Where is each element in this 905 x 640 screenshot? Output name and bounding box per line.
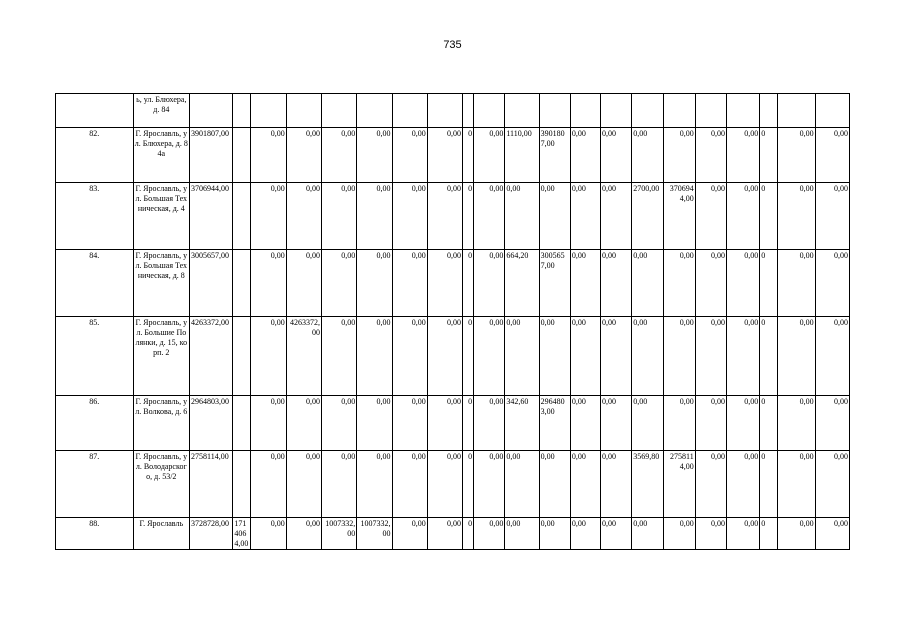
value-cell: 0,00 bbox=[321, 451, 356, 518]
value-cell: 0,00 bbox=[601, 183, 632, 250]
value-cell: 0,00 bbox=[427, 250, 462, 317]
value-cell: 0,00 bbox=[726, 518, 759, 550]
address-cell: Г. Ярославль, ул. Большая Техническая, д. 8 bbox=[133, 250, 189, 317]
address-cell: Г. Ярославль bbox=[133, 518, 189, 550]
value-cell bbox=[251, 94, 286, 128]
value-cell: 0,00 bbox=[474, 250, 505, 317]
address-cell: Г. Ярославль, ул. Володарского, д. 53/2 bbox=[133, 451, 189, 518]
value-cell: 0,00 bbox=[251, 250, 286, 317]
value-cell: 0,00 bbox=[726, 128, 759, 183]
value-cell: 0,00 bbox=[286, 396, 321, 451]
value-cell: 0,00 bbox=[357, 250, 392, 317]
table-row bbox=[56, 250, 850, 317]
value-cell: 0,00 bbox=[663, 317, 695, 396]
row-number-cell: 88. bbox=[56, 518, 134, 550]
value-cell: 0,00 bbox=[474, 183, 505, 250]
value-cell: 2758114,00 bbox=[663, 451, 695, 518]
value-cell: 0,00 bbox=[726, 317, 759, 396]
table-row bbox=[56, 94, 850, 128]
value-cell: 0,00 bbox=[570, 183, 600, 250]
value-cell: 3706944,00 bbox=[190, 183, 233, 250]
value-cell bbox=[695, 94, 726, 128]
value-cell: 0,00 bbox=[778, 396, 815, 451]
value-cell: 1714064,00 bbox=[233, 518, 251, 550]
value-cell: 0,00 bbox=[286, 250, 321, 317]
value-cell: 0,00 bbox=[505, 183, 539, 250]
value-cell: 3901807,00 bbox=[539, 128, 570, 183]
value-cell: 0 bbox=[463, 518, 474, 550]
value-cell: 0,00 bbox=[695, 451, 726, 518]
value-cell: 0 bbox=[463, 396, 474, 451]
value-cell: 3728728,00 bbox=[190, 518, 233, 550]
value-cell: 0,00 bbox=[539, 183, 570, 250]
value-cell bbox=[357, 94, 392, 128]
value-cell bbox=[286, 94, 321, 128]
value-cell: 3901807,00 bbox=[190, 128, 233, 183]
row-number-cell: 85. bbox=[56, 317, 134, 396]
value-cell: 0,00 bbox=[321, 317, 356, 396]
value-cell: 0,00 bbox=[251, 518, 286, 550]
value-cell: 0,00 bbox=[392, 183, 427, 250]
value-cell: 0,00 bbox=[392, 317, 427, 396]
value-cell: 0,00 bbox=[815, 317, 849, 396]
value-cell: 0,00 bbox=[663, 250, 695, 317]
value-cell: 3569,80 bbox=[632, 451, 663, 518]
value-cell: 0,00 bbox=[357, 396, 392, 451]
value-cell bbox=[663, 94, 695, 128]
value-cell: 1007332,00 bbox=[357, 518, 392, 550]
value-cell: 0,00 bbox=[474, 317, 505, 396]
row-number-cell: 82. bbox=[56, 128, 134, 183]
value-cell: 0,00 bbox=[286, 518, 321, 550]
value-cell: 0,00 bbox=[505, 451, 539, 518]
value-cell: 0,00 bbox=[601, 128, 632, 183]
table-row bbox=[56, 317, 850, 396]
value-cell: 0,00 bbox=[357, 451, 392, 518]
row-number-cell: 87. bbox=[56, 451, 134, 518]
value-cell bbox=[233, 250, 251, 317]
table-row bbox=[56, 451, 850, 518]
value-cell: 0,00 bbox=[251, 396, 286, 451]
value-cell: 0,00 bbox=[663, 396, 695, 451]
value-cell bbox=[463, 94, 474, 128]
row-number-cell bbox=[56, 94, 134, 128]
value-cell: 0 bbox=[463, 317, 474, 396]
value-cell: 0,00 bbox=[632, 317, 663, 396]
value-cell bbox=[570, 94, 600, 128]
value-cell: 0,00 bbox=[778, 518, 815, 550]
value-cell: 0,00 bbox=[286, 183, 321, 250]
value-cell: 0 bbox=[463, 128, 474, 183]
value-cell: 0,00 bbox=[427, 128, 462, 183]
value-cell: 0,00 bbox=[321, 128, 356, 183]
value-cell: 4263372,00 bbox=[286, 317, 321, 396]
value-cell: 0,00 bbox=[695, 396, 726, 451]
value-cell: 0,00 bbox=[505, 317, 539, 396]
value-cell: 0,00 bbox=[726, 250, 759, 317]
value-cell bbox=[233, 94, 251, 128]
value-cell: 0,00 bbox=[815, 250, 849, 317]
value-cell: 0,00 bbox=[474, 518, 505, 550]
value-cell: 0,00 bbox=[570, 128, 600, 183]
value-cell: 0 bbox=[463, 250, 474, 317]
value-cell: 0,00 bbox=[392, 518, 427, 550]
value-cell: 0,00 bbox=[695, 128, 726, 183]
table-row bbox=[56, 128, 850, 183]
value-cell: 1007332,00 bbox=[321, 518, 356, 550]
value-cell: 664,20 bbox=[505, 250, 539, 317]
table-row bbox=[56, 183, 850, 250]
value-cell: 0,00 bbox=[663, 128, 695, 183]
value-cell: 0,00 bbox=[539, 317, 570, 396]
value-cell: 0,00 bbox=[251, 451, 286, 518]
value-cell bbox=[778, 94, 815, 128]
value-cell: 0,00 bbox=[474, 128, 505, 183]
value-cell: 2758114,00 bbox=[190, 451, 233, 518]
value-cell: 4263372,00 bbox=[190, 317, 233, 396]
value-cell: 0,00 bbox=[815, 451, 849, 518]
value-cell: 0,00 bbox=[392, 250, 427, 317]
value-cell: 0 bbox=[463, 183, 474, 250]
value-cell bbox=[190, 94, 233, 128]
address-cell: Г. Ярославль, ул. Волкова, д. 6 bbox=[133, 396, 189, 451]
value-cell bbox=[726, 94, 759, 128]
value-cell: 0,00 bbox=[286, 451, 321, 518]
value-cell: 0 bbox=[760, 183, 778, 250]
value-cell: 0,00 bbox=[474, 396, 505, 451]
table-row bbox=[56, 396, 850, 451]
value-cell: 0,00 bbox=[427, 396, 462, 451]
value-cell: 0,00 bbox=[321, 250, 356, 317]
value-cell bbox=[505, 94, 539, 128]
value-cell: 0,00 bbox=[695, 518, 726, 550]
value-cell: 0,00 bbox=[427, 317, 462, 396]
value-cell bbox=[815, 94, 849, 128]
value-cell: 0 bbox=[760, 317, 778, 396]
value-cell: 0,00 bbox=[539, 451, 570, 518]
row-number-cell: 84. bbox=[56, 250, 134, 317]
value-cell: 0,00 bbox=[357, 128, 392, 183]
address-cell: Г. Ярославль, ул. Большие Полянки, д. 15, корп. 2 bbox=[133, 317, 189, 396]
data-table bbox=[55, 93, 850, 550]
value-cell: 0 bbox=[760, 518, 778, 550]
value-cell bbox=[233, 451, 251, 518]
value-cell bbox=[539, 94, 570, 128]
value-cell: 0,00 bbox=[632, 250, 663, 317]
value-cell: 0,00 bbox=[815, 183, 849, 250]
value-cell: 0,00 bbox=[570, 451, 600, 518]
page-number: 735 bbox=[443, 39, 462, 51]
value-cell: 0,00 bbox=[815, 518, 849, 550]
value-cell: 0,00 bbox=[251, 183, 286, 250]
value-cell: 0,00 bbox=[357, 183, 392, 250]
value-cell: 0,00 bbox=[392, 396, 427, 451]
value-cell: 0,00 bbox=[539, 518, 570, 550]
value-cell: 0,00 bbox=[601, 396, 632, 451]
value-cell: 0,00 bbox=[695, 250, 726, 317]
value-cell bbox=[233, 183, 251, 250]
value-cell: 0,00 bbox=[726, 451, 759, 518]
value-cell: 0,00 bbox=[570, 518, 600, 550]
row-number-cell: 83. bbox=[56, 183, 134, 250]
value-cell bbox=[760, 94, 778, 128]
value-cell: 0,00 bbox=[778, 451, 815, 518]
value-cell: 2700,00 bbox=[632, 183, 663, 250]
value-cell: 0,00 bbox=[815, 396, 849, 451]
value-cell: 0,00 bbox=[632, 128, 663, 183]
value-cell: 2964803,00 bbox=[190, 396, 233, 451]
value-cell: 0,00 bbox=[474, 451, 505, 518]
value-cell: 0,00 bbox=[778, 250, 815, 317]
value-cell: 0,00 bbox=[570, 317, 600, 396]
value-cell: 0,00 bbox=[357, 317, 392, 396]
value-cell: 3005657,00 bbox=[190, 250, 233, 317]
address-cell: Г. Ярославль, ул. Блюхера, д. 84а bbox=[133, 128, 189, 183]
value-cell: 0,00 bbox=[632, 518, 663, 550]
value-cell: 0,00 bbox=[321, 183, 356, 250]
value-cell: 0,00 bbox=[663, 518, 695, 550]
value-cell: 0,00 bbox=[321, 396, 356, 451]
value-cell: 0,00 bbox=[392, 451, 427, 518]
value-cell: 0 bbox=[463, 451, 474, 518]
value-cell bbox=[233, 396, 251, 451]
value-cell: 0,00 bbox=[778, 128, 815, 183]
value-cell: 3706944,00 bbox=[663, 183, 695, 250]
value-cell: 0,00 bbox=[427, 451, 462, 518]
value-cell: 0,00 bbox=[726, 183, 759, 250]
address-cell: ь, ул. Блюхера, д. 84 bbox=[133, 94, 189, 128]
value-cell bbox=[427, 94, 462, 128]
value-cell: 0,00 bbox=[505, 518, 539, 550]
value-cell: 0,00 bbox=[251, 128, 286, 183]
value-cell: 0 bbox=[760, 250, 778, 317]
value-cell: 0,00 bbox=[695, 183, 726, 250]
value-cell: 0,00 bbox=[392, 128, 427, 183]
value-cell: 0,00 bbox=[695, 317, 726, 396]
value-cell: 0,00 bbox=[251, 317, 286, 396]
row-number-cell: 86. bbox=[56, 396, 134, 451]
value-cell: 0 bbox=[760, 128, 778, 183]
value-cell: 0,00 bbox=[601, 451, 632, 518]
value-cell: 0,00 bbox=[778, 317, 815, 396]
address-cell: Г. Ярославль, ул. Большая Техническая, д. 4 bbox=[133, 183, 189, 250]
value-cell bbox=[321, 94, 356, 128]
value-cell: 0,00 bbox=[726, 396, 759, 451]
value-cell bbox=[233, 128, 251, 183]
value-cell: 0,00 bbox=[601, 518, 632, 550]
value-cell bbox=[392, 94, 427, 128]
value-cell bbox=[632, 94, 663, 128]
value-cell: 0,00 bbox=[427, 183, 462, 250]
value-cell bbox=[474, 94, 505, 128]
value-cell: 0 bbox=[760, 451, 778, 518]
value-cell: 342,60 bbox=[505, 396, 539, 451]
value-cell: 1110,00 bbox=[505, 128, 539, 183]
value-cell: 0,00 bbox=[601, 317, 632, 396]
value-cell: 2964803,00 bbox=[539, 396, 570, 451]
value-cell: 0,00 bbox=[427, 518, 462, 550]
value-cell: 0,00 bbox=[570, 396, 600, 451]
value-cell: 0,00 bbox=[570, 250, 600, 317]
value-cell: 0 bbox=[760, 396, 778, 451]
value-cell: 3005657,00 bbox=[539, 250, 570, 317]
value-cell: 0,00 bbox=[815, 128, 849, 183]
table-row bbox=[56, 518, 850, 550]
value-cell: 0,00 bbox=[601, 250, 632, 317]
value-cell: 0,00 bbox=[778, 183, 815, 250]
value-cell: 0,00 bbox=[632, 396, 663, 451]
value-cell bbox=[233, 317, 251, 396]
value-cell: 0,00 bbox=[286, 128, 321, 183]
value-cell bbox=[601, 94, 632, 128]
